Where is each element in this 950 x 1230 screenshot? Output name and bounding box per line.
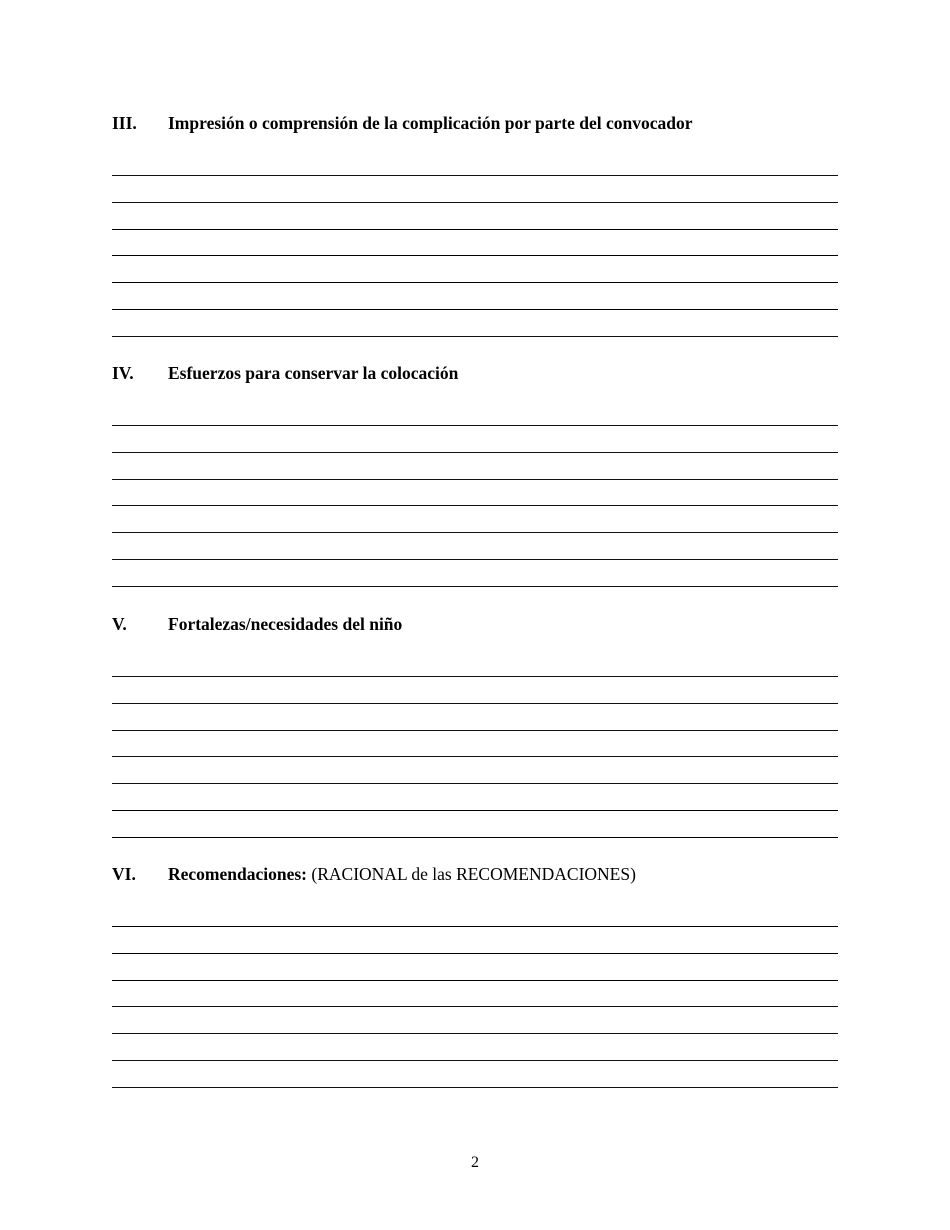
writing-line[interactable] (112, 756, 838, 757)
section-title-suffix: (RACIONAL de las RECOMENDACIONES) (311, 864, 636, 884)
section-title (168, 112, 693, 134)
section-number: IV. (112, 363, 134, 383)
section-iv (112, 362, 838, 384)
writing-lines[interactable] (112, 926, 838, 1114)
writing-line[interactable] (112, 980, 838, 981)
writing-line[interactable] (112, 1006, 838, 1007)
writing-line[interactable] (112, 953, 838, 954)
section-title-text: Recomendaciones: (168, 864, 308, 884)
section-iii (112, 112, 838, 134)
section-heading (112, 863, 838, 885)
writing-line[interactable] (112, 452, 838, 453)
section-heading (112, 112, 838, 134)
section-number: V. (112, 614, 127, 634)
writing-line[interactable] (112, 1033, 838, 1034)
writing-line[interactable] (112, 926, 838, 927)
writing-line[interactable] (112, 425, 838, 426)
writing-lines[interactable] (112, 175, 838, 363)
writing-line[interactable] (112, 837, 838, 838)
writing-line[interactable] (112, 1087, 838, 1088)
section-title-text: Fortalezas/necesidades del niño (168, 614, 403, 634)
page-number: 2 (471, 1154, 479, 1171)
writing-line[interactable] (112, 229, 838, 230)
writing-line[interactable] (112, 336, 838, 337)
section-v (112, 613, 838, 635)
section-number: VI. (112, 864, 136, 884)
section-title (168, 613, 402, 635)
writing-line[interactable] (112, 255, 838, 256)
writing-line[interactable] (112, 783, 838, 784)
section-heading (112, 362, 838, 384)
section-title (168, 863, 636, 885)
section-title (168, 362, 458, 384)
writing-lines[interactable] (112, 425, 838, 613)
writing-line[interactable] (112, 559, 838, 560)
section-heading (112, 613, 838, 635)
writing-line[interactable] (112, 586, 838, 587)
writing-line[interactable] (112, 1060, 838, 1061)
writing-line[interactable] (112, 532, 838, 533)
section-vi (112, 863, 838, 885)
writing-line[interactable] (112, 810, 838, 811)
writing-line[interactable] (112, 282, 838, 283)
writing-line[interactable] (112, 309, 838, 310)
writing-line[interactable] (112, 505, 838, 506)
section-title-text: Esfuerzos para conservar la colocación (168, 363, 459, 383)
section-title-text: Impresión o comprensión de la complicación por parte del convocador (168, 113, 693, 133)
writing-line[interactable] (112, 175, 838, 176)
writing-line[interactable] (112, 202, 838, 203)
section-number: III. (112, 113, 137, 133)
writing-line[interactable] (112, 703, 838, 704)
writing-line[interactable] (112, 479, 838, 480)
writing-line[interactable] (112, 730, 838, 731)
writing-lines[interactable] (112, 676, 838, 864)
writing-line[interactable] (112, 676, 838, 677)
